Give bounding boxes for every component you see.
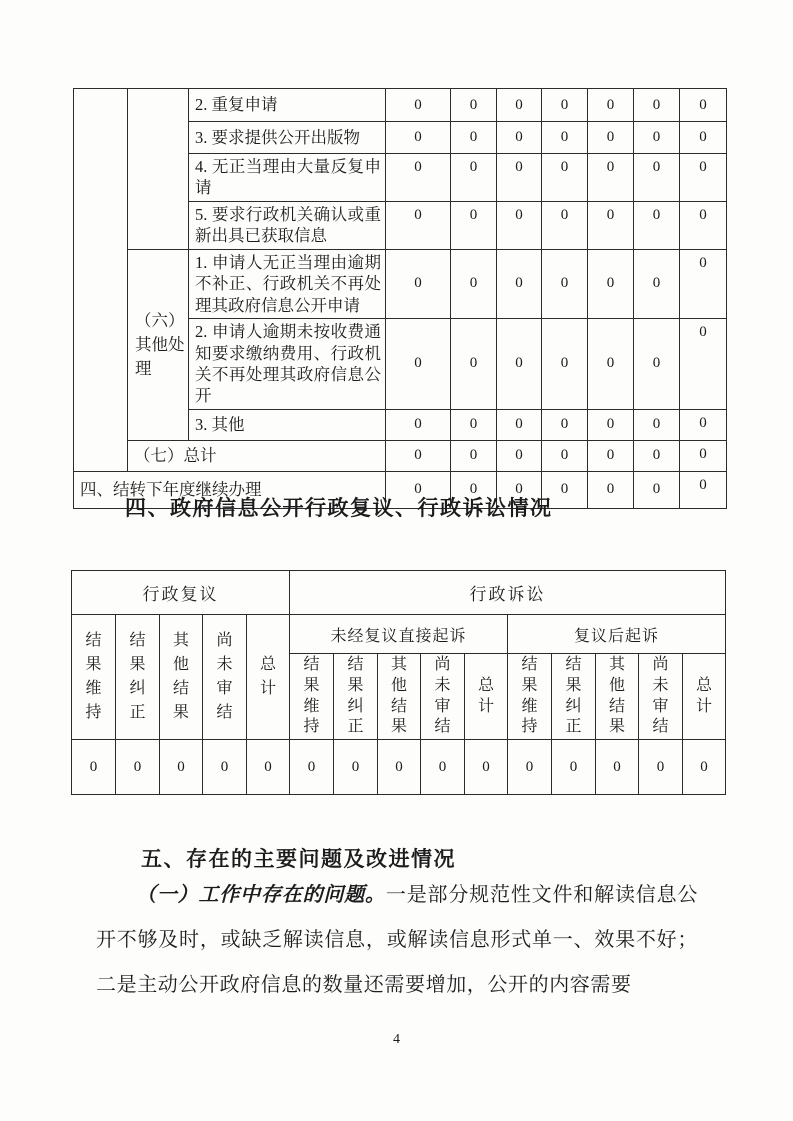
header-result-corrected [116, 615, 160, 740]
paragraph-text: 一是部分规范性文件和解读信息公开不够及时，或缺乏解读信息，或解读信息形式单一、效果不好；二是主动公开政府信息的数量还需要增加，公开的内容需要 [96, 884, 699, 996]
cell-value: 0 [680, 89, 727, 122]
cell-value: 0 [588, 249, 634, 318]
header-lawsuit-after-review: 复议后起诉 [508, 615, 726, 654]
cell-value: 0 [683, 740, 726, 795]
cell-value: 0 [451, 471, 497, 508]
cell-value: 0 [588, 89, 634, 122]
cell-value: 0 [497, 471, 542, 508]
cell-value: 0 [497, 409, 542, 440]
cell-value: 0 [634, 471, 680, 508]
cell-value: 0 [497, 319, 542, 410]
row-label: 3. 要求提供公开出版物 [189, 122, 386, 154]
cell-value: 0 [451, 249, 497, 318]
cell-value: 0 [451, 319, 497, 410]
vertical-header-text: 结果维持 [303, 656, 320, 736]
row-label-carryover: 四、结转下年度继续办理 [74, 471, 386, 508]
cell-value: 0 [588, 154, 634, 202]
cell-value: 0 [334, 740, 378, 795]
header-direct-lawsuit: 未经复议直接起诉 [290, 615, 508, 654]
cell-value: 0 [421, 740, 465, 795]
row-label: 1. 申请人无正当理由逾期不补正、行政机关不再处理其政府信息公开申请 [189, 249, 386, 318]
cell-value: 0 [634, 122, 680, 154]
cell-value: 0 [634, 319, 680, 410]
cell-value: 0 [451, 122, 497, 154]
header-result-upheld [72, 615, 116, 740]
empty-spacer-cell [74, 89, 128, 472]
cell-value: 0 [542, 440, 588, 471]
cell-value: 0 [497, 89, 542, 122]
cell-value: 0 [497, 201, 542, 249]
cell-value: 0 [588, 122, 634, 154]
cell-value: 0 [116, 740, 160, 795]
header-other-result [378, 654, 421, 740]
vertical-header-text: 总计 [695, 676, 712, 715]
cell-value: 0 [386, 440, 451, 471]
cell-value: 0 [634, 89, 680, 122]
cell-value: 0 [542, 201, 588, 249]
cell-value: 0 [542, 154, 588, 202]
row-label: 4. 无正当理由大量反复申请 [189, 154, 386, 202]
cell-value: 0 [160, 740, 203, 795]
cell-value: 0 [680, 440, 727, 471]
table-row-total [74, 440, 727, 471]
header-administrative-litigation: 行政诉讼 [290, 571, 726, 615]
vertical-header-text: 结果纠正 [565, 656, 582, 736]
cell-value: 0 [552, 740, 596, 795]
cell-value: 0 [542, 89, 588, 122]
cell-value: 0 [542, 409, 588, 440]
header-other-result [596, 654, 639, 740]
paragraph-lead: （一）工作中存在的问题。 [136, 884, 386, 906]
cell-value: 0 [542, 249, 588, 318]
cell-value: 0 [680, 122, 727, 154]
cell-value: 0 [386, 122, 451, 154]
group-label-other-handling: （六）其他处理 [128, 249, 189, 440]
cell-value: 0 [634, 409, 680, 440]
vertical-header-text: 结果纠正 [347, 656, 364, 736]
table-data-row [72, 740, 726, 795]
vertical-header-text: 其他结果 [608, 656, 625, 736]
header-pending [203, 615, 247, 740]
cell-value: 0 [508, 740, 552, 795]
cell-value: 0 [680, 201, 727, 249]
cell-value: 0 [451, 154, 497, 202]
header-result-upheld [290, 654, 334, 740]
cell-value: 0 [596, 740, 639, 795]
cell-value: 0 [386, 319, 451, 410]
row-label: 2. 重复申请 [189, 89, 386, 122]
header-other-result [160, 615, 203, 740]
table-row [74, 249, 727, 318]
cell-value: 0 [451, 89, 497, 122]
cell-value: 0 [588, 471, 634, 508]
row-label: 2. 申请人逾期未按收费通知要求缴纳费用、行政机关不再处理其政府信息公开 [189, 319, 386, 410]
cell-value: 0 [386, 249, 451, 318]
cell-value: 0 [378, 740, 421, 795]
vertical-header-text: 其他结果 [390, 656, 407, 736]
body-paragraph [96, 873, 698, 1008]
header-result-corrected [552, 654, 596, 740]
vertical-header-text: 总计 [477, 676, 494, 715]
cell-value: 0 [542, 471, 588, 508]
cell-value: 0 [634, 201, 680, 249]
cell-value: 0 [588, 440, 634, 471]
section-title-review-litigation: 四、政府信息公开行政复议、行政诉讼情况 [125, 497, 553, 520]
review-litigation-table [71, 570, 726, 795]
cell-value: 0 [497, 154, 542, 202]
cell-value: 0 [542, 319, 588, 410]
row-label-total: （七）总计 [128, 440, 386, 471]
vertical-header-text: 结果维持 [85, 632, 102, 722]
header-total [247, 615, 290, 740]
application-handling-table [73, 88, 727, 509]
table-row [74, 89, 727, 122]
table-header-row [72, 571, 726, 615]
cell-value: 0 [680, 249, 727, 318]
cell-value: 0 [588, 201, 634, 249]
header-total [683, 654, 726, 740]
header-result-upheld [508, 654, 552, 740]
cell-value: 0 [247, 740, 290, 795]
cell-value: 0 [451, 201, 497, 249]
cell-value: 0 [203, 740, 247, 795]
header-pending [639, 654, 683, 740]
cell-value: 0 [639, 740, 683, 795]
cell-value: 0 [386, 89, 451, 122]
header-pending [421, 654, 465, 740]
header-administrative-review: 行政复议 [72, 571, 290, 615]
cell-value: 0 [680, 319, 727, 410]
cell-value: 0 [451, 409, 497, 440]
header-total [465, 654, 508, 740]
cell-value: 0 [680, 154, 727, 202]
vertical-header-text: 结果纠正 [129, 632, 146, 722]
row-label: 5. 要求行政机关确认或重新出具已获取信息 [189, 201, 386, 249]
vertical-header-text: 尚未审结 [216, 632, 233, 722]
cell-value: 0 [451, 440, 497, 471]
vertical-header-text: 其他结果 [172, 632, 189, 722]
cell-value: 0 [386, 409, 451, 440]
vertical-header-text: 尚未审结 [434, 656, 451, 736]
row-label: 3. 其他 [189, 409, 386, 440]
cell-value: 0 [542, 122, 588, 154]
cell-value: 0 [588, 319, 634, 410]
vertical-header-text: 总计 [259, 656, 276, 698]
cell-value: 0 [386, 471, 451, 508]
vertical-header-text: 结果维持 [521, 656, 538, 736]
cell-value: 0 [290, 740, 334, 795]
cell-value: 0 [634, 440, 680, 471]
cell-value: 0 [465, 740, 508, 795]
section-title-problems-improvements: 五、存在的主要问题及改进情况 [141, 848, 456, 871]
table-subheader-row [72, 615, 726, 654]
empty-spacer-cell [128, 89, 189, 250]
cell-value: 0 [588, 409, 634, 440]
page-number: 4 [393, 1032, 400, 1047]
cell-value: 0 [634, 249, 680, 318]
cell-value: 0 [680, 471, 727, 508]
cell-value: 0 [680, 409, 727, 440]
cell-value: 0 [386, 154, 451, 202]
cell-value: 0 [634, 154, 680, 202]
cell-value: 0 [497, 440, 542, 471]
cell-value: 0 [386, 201, 451, 249]
cell-value: 0 [72, 740, 116, 795]
header-result-corrected [334, 654, 378, 740]
cell-value: 0 [497, 122, 542, 154]
vertical-header-text: 尚未审结 [652, 656, 669, 736]
cell-value: 0 [497, 249, 542, 318]
